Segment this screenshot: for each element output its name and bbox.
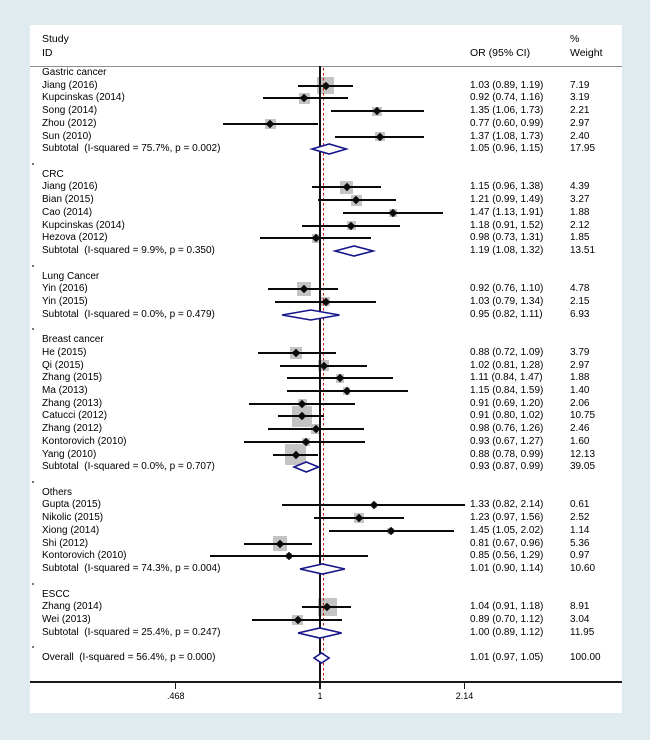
study-row-or-ci: 1.02 (0.81, 1.28)	[470, 359, 544, 371]
section-gap-dot	[32, 583, 34, 585]
axis-tick	[464, 683, 466, 689]
pooled-diamond	[312, 652, 331, 664]
study-row-weight: 2.52	[570, 512, 590, 524]
section-gap-dot	[32, 481, 34, 483]
study-row-weight: 5.36	[570, 537, 590, 549]
overall-row-weight: 100.00	[570, 652, 601, 664]
section-label: Others	[42, 486, 73, 498]
study-row-label: Zhang (2013)	[42, 397, 103, 409]
study-row-weight: 2.97	[570, 117, 590, 129]
study-row-weight: 4.78	[570, 283, 590, 295]
column-header-id: ID	[42, 47, 53, 59]
study-row-or-ci: 1.15 (0.84, 1.59)	[470, 385, 544, 396]
study-row-label: Zhang (2014)	[42, 601, 103, 613]
study-row-weight: 3.79	[570, 346, 590, 358]
column-header-percent: %	[570, 33, 580, 45]
study-row-weight: 7.19	[570, 79, 590, 91]
study-row-label: Ma (2013)	[42, 385, 88, 396]
subtotal-row-or-ci: 0.93 (0.87, 0.99)	[470, 461, 544, 473]
section-gap-dot	[32, 328, 34, 330]
study-row-or-ci: 0.98 (0.76, 1.26)	[470, 423, 544, 435]
study-row-weight: 10.75	[570, 410, 596, 422]
study-row-label: Catucci (2012)	[42, 410, 108, 422]
pooled-diamond	[296, 627, 344, 639]
study-row-weight: 0.61	[570, 499, 590, 511]
study-row-or-ci: 0.92 (0.74, 1.16)	[470, 92, 544, 104]
study-row-weight: 2.12	[570, 219, 590, 231]
study-row-label: Hezova (2012)	[42, 232, 108, 244]
subtotal-row-or-ci: 1.19 (1.08, 1.32)	[470, 245, 544, 257]
subtotal-row-or-ci: 1.05 (0.96, 1.15)	[470, 143, 544, 155]
section-label: ESCC	[42, 588, 70, 600]
pooled-diamond	[280, 309, 342, 321]
null-effect-line	[319, 66, 321, 682]
study-row-or-ci: 1.37 (1.08, 1.73)	[470, 130, 544, 142]
subtotal-row-weight: 39.05	[570, 461, 596, 473]
subtotal-row-or-ci: 1.00 (0.89, 1.12)	[470, 626, 544, 638]
study-row-label: Yin (2016)	[42, 283, 88, 295]
study-row-label: Bian (2015)	[42, 194, 94, 206]
study-row-weight: 2.40	[570, 130, 590, 142]
subtotal-row-or-ci: 1.01 (0.90, 1.14)	[470, 563, 544, 575]
axis-tick-label: 2.14	[455, 691, 474, 701]
axis-tick	[319, 683, 321, 689]
study-row-weight: 1.60	[570, 435, 590, 447]
section-gap-dot	[32, 265, 34, 267]
subtotal-row-weight: 11.95	[570, 626, 595, 638]
section-label: CRC	[42, 168, 64, 180]
study-row-or-ci: 0.85 (0.56, 1.29)	[470, 550, 544, 562]
study-row-or-ci: 0.92 (0.76, 1.10)	[470, 283, 544, 295]
x-axis-line	[30, 681, 622, 683]
study-row-weight: 3.27	[570, 194, 590, 206]
overall-row-label: Overall (I-squared = 56.4%, p = 0.000)	[42, 652, 216, 664]
study-row-or-ci: 1.47 (1.13, 1.91)	[470, 206, 544, 218]
section-gap-dot	[32, 163, 34, 165]
study-row-or-ci: 0.88 (0.78, 0.99)	[470, 448, 544, 460]
section-label: Gastric cancer	[42, 67, 107, 78]
study-row-weight: 1.88	[570, 206, 590, 218]
study-row-label: Cao (2014)	[42, 206, 93, 218]
study-row-weight: 2.21	[570, 105, 590, 117]
study-row-label: Qi (2015)	[42, 359, 84, 371]
pooled-diamond	[333, 245, 375, 257]
study-row-weight: 2.15	[570, 295, 590, 307]
axis-tick-label: 1	[317, 691, 323, 701]
study-row-label: Kupcinskas (2014)	[42, 92, 125, 104]
column-header-or-ci: OR (95% CI)	[470, 47, 531, 59]
study-row-weight: 3.04	[570, 613, 590, 625]
study-row-label: Kontorovich (2010)	[42, 435, 127, 447]
study-row-or-ci: 1.33 (0.82, 2.14)	[470, 499, 544, 511]
study-row-label: Song (2014)	[42, 105, 98, 117]
study-row-label: Shi (2012)	[42, 537, 89, 549]
study-row-label: Jiang (2016)	[42, 181, 98, 193]
study-row-weight: 1.14	[570, 524, 590, 536]
study-row-weight: 0.97	[570, 550, 590, 562]
study-row-weight: 2.97	[570, 359, 590, 371]
study-row-or-ci: 0.98 (0.73, 1.31)	[470, 232, 544, 244]
pooled-diamond	[298, 563, 347, 575]
study-row-or-ci: 1.35 (1.06, 1.73)	[470, 105, 544, 117]
study-row-or-ci: 1.23 (0.97, 1.56)	[470, 512, 544, 524]
study-row-or-ci: 0.89 (0.70, 1.12)	[470, 613, 544, 625]
subtotal-row-weight: 6.93	[570, 308, 590, 320]
section-label: Lung Cancer	[42, 270, 100, 282]
study-row-label: Gupta (2015)	[42, 499, 101, 511]
subtotal-row-weight: 13.51	[570, 245, 596, 257]
study-row-label: Nikolic (2015)	[42, 512, 104, 524]
study-row-or-ci: 0.91 (0.80, 1.02)	[470, 410, 544, 422]
subtotal-row-label: Subtotal (I-squared = 25.4%, p = 0.247)	[42, 626, 221, 638]
section-label: Breast cancer	[42, 334, 104, 346]
study-row-or-ci: 0.81 (0.67, 0.96)	[470, 537, 544, 549]
study-row-label: Kontorovich (2010)	[42, 550, 127, 562]
study-row-weight: 12.13	[570, 448, 596, 460]
study-row-weight: 4.39	[570, 181, 590, 193]
study-row-or-ci: 1.04 (0.91, 1.18)	[470, 601, 544, 613]
study-row-label: Jiang (2016)	[42, 79, 98, 91]
study-row-weight: 2.06	[570, 397, 590, 409]
study-row-or-ci: 0.88 (0.72, 1.09)	[470, 346, 544, 358]
overall-row-or-ci: 1.01 (0.97, 1.05)	[470, 652, 544, 664]
study-row-label: Yang (2010)	[42, 448, 97, 460]
study-row-or-ci: 1.15 (0.96, 1.38)	[470, 181, 544, 193]
subtotal-row-or-ci: 0.95 (0.82, 1.11)	[470, 308, 543, 320]
study-row-or-ci: 1.11 (0.84, 1.47)	[470, 372, 543, 384]
column-header-study: Study	[42, 33, 69, 45]
study-row-or-ci: 1.18 (0.91, 1.52)	[470, 219, 544, 231]
study-row-label: Yin (2015)	[42, 295, 88, 307]
study-row-label: Xiong (2014)	[42, 524, 100, 536]
section-gap-dot	[32, 646, 34, 648]
axis-tick-label: .468	[166, 691, 185, 701]
study-row-label: Kupcinskas (2014)	[42, 219, 125, 231]
subtotal-row-weight: 10.60	[570, 563, 596, 575]
header-divider	[30, 66, 622, 67]
subtotal-row-label: Subtotal (I-squared = 74.3%, p = 0.004)	[42, 563, 221, 575]
pooled-diamond	[292, 461, 321, 473]
study-row-weight: 1.40	[570, 385, 590, 396]
study-row-weight: 1.88	[570, 372, 590, 384]
study-row-weight: 8.91	[570, 601, 590, 613]
study-row-or-ci: 1.03 (0.79, 1.34)	[470, 295, 544, 307]
subtotal-row-label: Subtotal (I-squared = 75.7%, p = 0.002)	[42, 143, 221, 155]
subtotal-row-label: Subtotal (I-squared = 0.0%, p = 0.479)	[42, 308, 215, 320]
axis-tick	[175, 683, 177, 689]
study-row-weight: 3.19	[570, 92, 590, 104]
study-row-or-ci: 1.03 (0.89, 1.19)	[470, 79, 544, 91]
study-row-label: Zhang (2012)	[42, 423, 103, 435]
study-row-label: Zhou (2012)	[42, 117, 97, 129]
study-row-label: He (2015)	[42, 346, 87, 358]
subtotal-row-weight: 17.95	[570, 143, 596, 155]
study-row-or-ci: 1.21 (0.99, 1.49)	[470, 194, 544, 206]
study-row-label: Sun (2010)	[42, 130, 92, 142]
study-row-or-ci: 0.93 (0.67, 1.27)	[470, 435, 544, 447]
column-header-weight: Weight	[570, 47, 603, 59]
study-row-or-ci: 1.45 (1.05, 2.02)	[470, 524, 544, 536]
study-row-or-ci: 0.91 (0.69, 1.20)	[470, 397, 544, 409]
subtotal-row-label: Subtotal (I-squared = 9.9%, p = 0.350)	[42, 245, 215, 257]
study-row-label: Zhang (2015)	[42, 372, 103, 384]
study-row-weight: 1.85	[570, 232, 590, 244]
pooled-diamond	[310, 143, 348, 155]
overall-estimate-dashed-line	[323, 68, 324, 680]
study-row-weight: 2.46	[570, 423, 590, 435]
study-row-or-ci: 0.77 (0.60, 0.99)	[470, 117, 544, 129]
study-row-label: Wei (2013)	[42, 613, 91, 625]
subtotal-row-label: Subtotal (I-squared = 0.0%, p = 0.707)	[42, 461, 215, 473]
